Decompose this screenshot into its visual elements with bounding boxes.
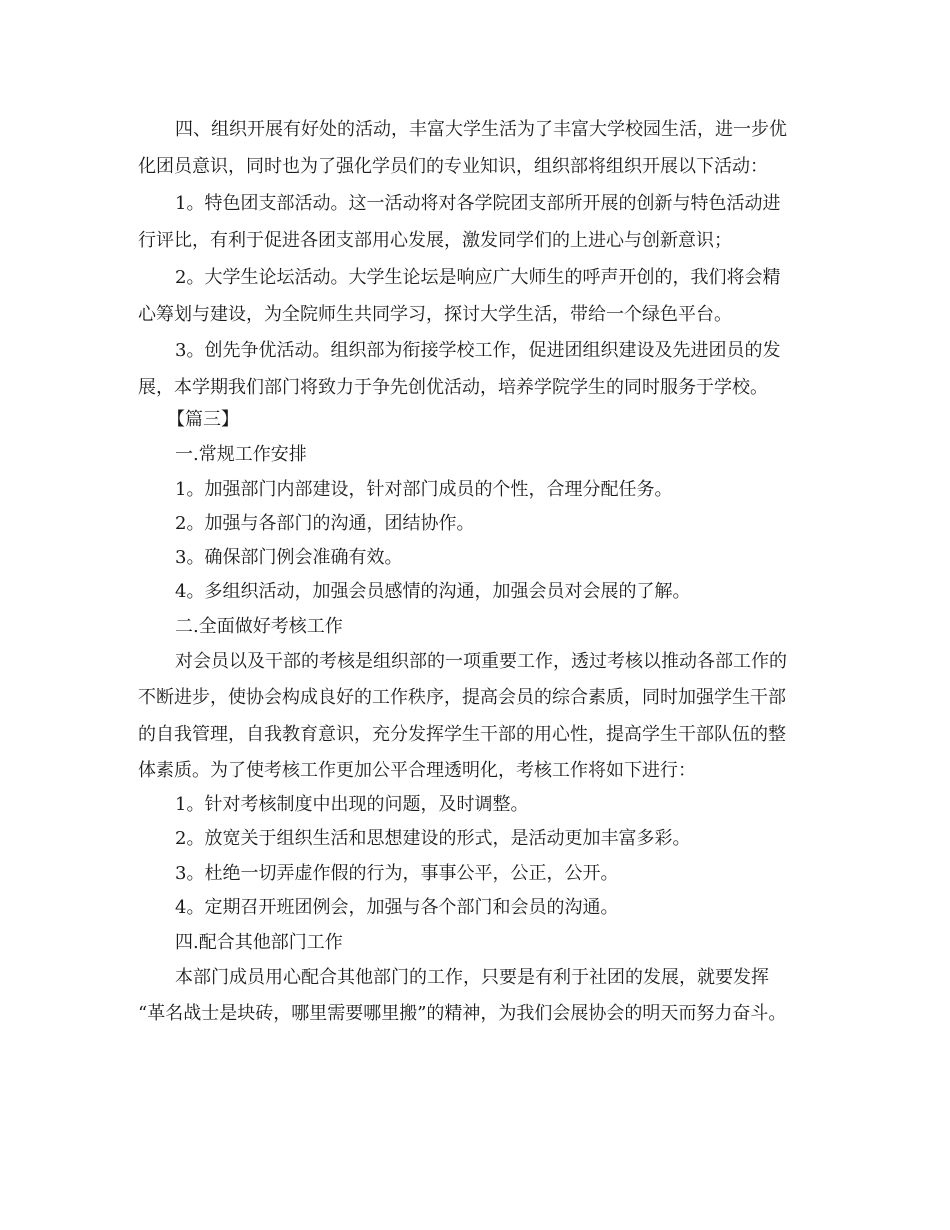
list-item: 4。多组织活动，加强会员感情的沟通，加强会员对会展的了解。 [175,581,691,602]
list-item: 3。杜绝一切弄虚作假的行为，事事公平，公正，公开。 [175,863,619,884]
section-heading: 一.常规工作安排 [175,444,307,465]
paragraph-line: 对会员以及干部的考核是组织部的一项重要工作，透过考核以推动各部工作的 [175,651,787,672]
paragraph-line: 化团员意识，同时也为了强化学员们的专业知识，组织部将组织开展以下活动： [138,156,768,177]
paragraph-line: 四、组织开展有好处的活动，丰富大学生活为了丰富大学校园生活，进一步优 [175,119,787,140]
list-item: 4。定期召开班团例会，加强与各个部门和会员的沟通。 [175,897,619,918]
list-item: 2。放宽关于组织生活和思想建设的形式，是活动更加丰富多彩。 [175,828,691,849]
paragraph-line: 2。大学生论坛活动。大学生论坛是响应广大师生的呼声开创的，我们将会精 [175,267,781,288]
section-heading: 四.配合其他部门工作 [175,932,343,953]
list-item: 1。加强部门内部建设，针对部门成员的个性，合理分配任务。 [175,479,673,500]
paragraph-line: 行评比，有利于促进各团支部用心发展，激发同学们的上进心与创新意识； [138,230,732,251]
paragraph-line: “革名战士是块砖，哪里需要哪里搬”的精神，为我们会展协会的明天而努力奋斗。 [138,1003,787,1024]
paragraph-line: 本部门成员用心配合其他部门的工作，只要是有利于社团的发展，就要发挥 [175,967,769,988]
list-item: 2。加强与各部门的沟通，团结协作。 [175,513,475,534]
list-item: 3。确保部门例会准确有效。 [175,547,403,568]
paragraph-line: 不断进步，使协会构成良好的工作秩序，提高会员的综合素质，同时加强学生干部 [138,687,786,708]
paragraph-line: 体素质。为了使考核工作更加公平合理透明化，考核工作将如下进行： [138,760,696,781]
section-heading: 【篇三】 [167,409,239,430]
section-heading: 二.全面做好考核工作 [175,616,343,637]
paragraph-line: 的自我管理，自我教育意识，充分发挥学生干部的用心性，提高学生干部队伍的整 [138,724,786,745]
list-item: 1。针对考核制度中出现的问题，及时调整。 [175,794,529,815]
paragraph-line: 心筹划与建设，为全院师生共同学习，探讨大学生活，带给一个绿色平台。 [138,304,732,325]
paragraph-line: 1。特色团支部活动。这一活动将对各学院团支部所开展的创新与特色活动进 [175,193,781,214]
paragraph-line: 展，本学期我们部门将致力于争先创优活动，培养学院学生的同时服务于学校。 [138,377,768,398]
paragraph-line: 3。创先争优活动。组织部为衔接学校工作，促进团组织建设及先进团员的发 [175,340,781,361]
